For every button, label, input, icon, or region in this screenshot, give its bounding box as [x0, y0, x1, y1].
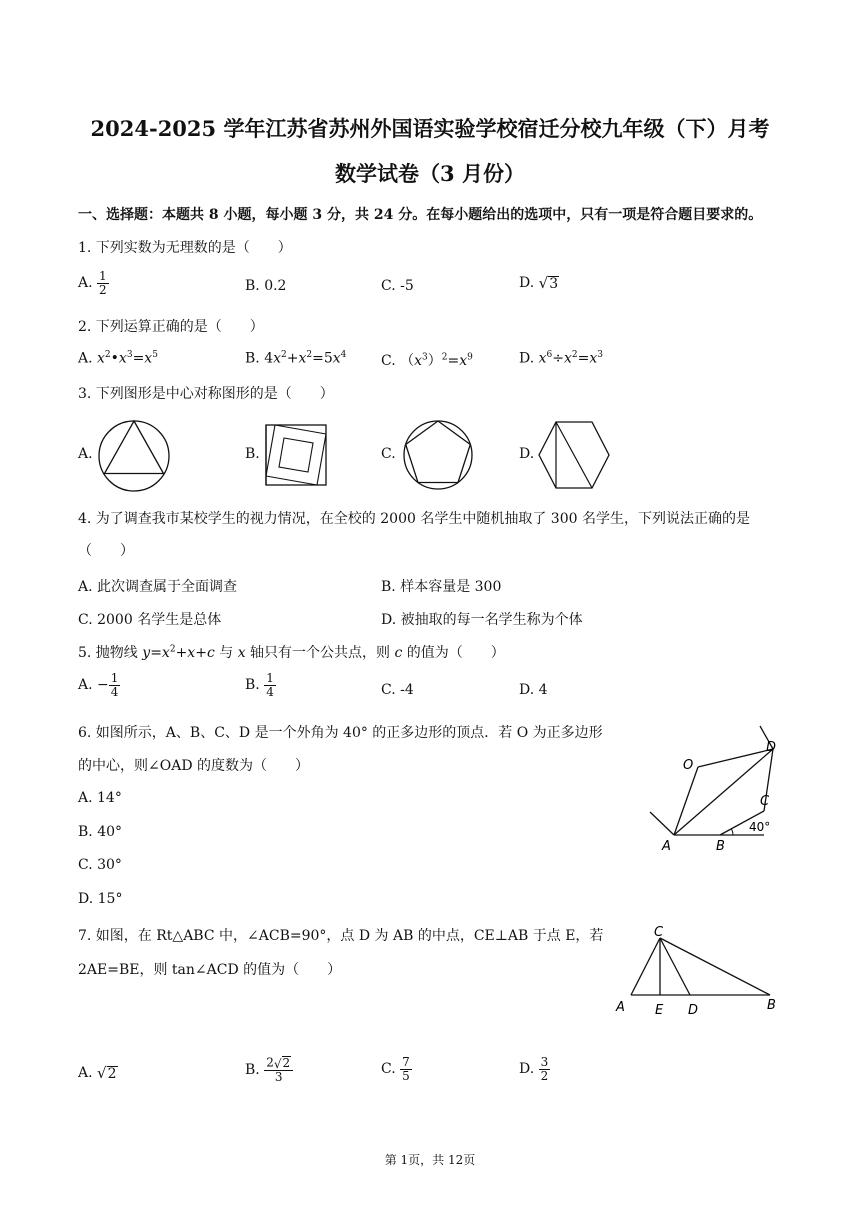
q6-label-a: A: [662, 839, 671, 854]
q5-option-b: B. $\frac{1}{4}$: [245, 671, 274, 699]
q3-c-label: C.: [381, 446, 396, 462]
title-line-2: 数学试卷（3 月份）: [335, 161, 525, 186]
q6-option-d: D. 15°: [78, 891, 123, 907]
q1-d-label: D.: [519, 275, 535, 291]
q5-option-a: A. − $\frac{1}{4}$: [78, 671, 119, 699]
q4-option-d: D. 被抽取的每一名学生称为个体: [381, 612, 583, 628]
q7-b-fraction: 2 √ 2 3: [264, 1056, 293, 1084]
question-4-stem-cont: （ ）: [78, 543, 134, 559]
q2-option-a: A. $x^2•x^3=x^5$: [78, 350, 158, 367]
q4-option-b: B. 样本容量是 300: [381, 579, 502, 595]
q7-c-fraction: $\frac{7}{5}$: [402, 1055, 410, 1083]
q7-label-d: D: [688, 1003, 699, 1018]
q5-option-d: D. 4: [519, 682, 548, 698]
q1-a-fraction: $\frac{1}{2}$: [99, 269, 107, 297]
q6-label-o: O: [683, 758, 694, 773]
q3-figure-c-circle-pentagon: [401, 418, 475, 492]
question-6-stem-cont: 的中心，则∠OAD 的度数为（ ）: [78, 758, 309, 774]
question-5-stem: 5. 抛物线 $y=x^2+x+c$ 与 x 轴只有一个公共点，则 c 的值为（ ）: [78, 644, 505, 661]
q6-option-b: B. 40°: [78, 824, 123, 840]
q1-option-d: [519, 274, 559, 292]
question-2-stem: 2. 下列运算正确的是（ ）: [78, 319, 264, 335]
q4-option-c: C. 2000 名学生是总体: [78, 612, 222, 628]
q5-b-fraction: $\frac{1}{4}$: [266, 671, 274, 699]
question-3-stem: 3. 下列图形是中心对称图形的是（ ）: [78, 386, 334, 402]
question-1-stem: 1. 下列实数为无理数的是（ ）: [78, 240, 292, 256]
q7-triangle-figure: [610, 922, 785, 1022]
section-heading: 一、选择题：本题共 8 小题，每小题 3 分，共 24 分。在每小题给出的选项中，只有一项是符合题目要求的。: [78, 207, 763, 223]
question-7-stem: 7. 如图，在 Rt△ABC 中，∠ACB=90°，点 D 为 AB 的中点，CE⊥AB 于点 E，若: [78, 928, 604, 944]
q6-option-c: C. 30°: [78, 857, 122, 873]
q7-label-c: C: [654, 925, 664, 940]
q7-option-c: C. $\frac{7}{5}$: [381, 1055, 410, 1083]
page-footer: 第 1页，共 12页: [384, 1153, 476, 1167]
q4-option-a: A. 此次调查属于全面调查: [78, 579, 238, 595]
question-7-stem-cont: 2AE=BE，则 tan∠ACD 的值为（ ）: [78, 962, 342, 978]
q7-d-fraction: $\frac{3}{2}$: [540, 1055, 549, 1083]
title-line-1: 2024-2025 学年江苏省苏州外国语实验学校宿迁分校九年级（下）月考: [90, 116, 770, 141]
q6-option-a: A. 14°: [78, 790, 122, 806]
q5-option-c: C. -4: [381, 682, 414, 698]
q7-option-b: B. 2 √ 2 3: [245, 1056, 293, 1084]
question-4-stem: 4. 为了调查我市某校学生的视力情况，在全校的 2000 名学生中随机抽取了 300 名学生，下列说法正确的是: [78, 511, 750, 527]
q6-label-b: B: [716, 839, 725, 854]
q7-option-a: A. √ 2: [78, 1064, 117, 1082]
q7-a-sqrt: √ 2: [97, 1064, 117, 1082]
q3-a-label: A.: [78, 446, 93, 462]
q7-option-d: D. $\frac{3}{2}$: [519, 1055, 549, 1083]
q3-figure-b-nested-squares: [262, 421, 330, 489]
q6-label-c: C: [760, 794, 770, 809]
q1-d-sqrt: √ 3: [538, 274, 559, 292]
q3-figure-a-circle-triangle: [96, 418, 172, 494]
q3-d-label: D.: [519, 446, 535, 462]
q1-a-label: A.: [78, 275, 93, 292]
q7-label-a: A: [616, 1000, 625, 1015]
q5-a-fraction: $\frac{1}{4}$: [110, 671, 119, 699]
question-6-stem: 6. 如图所示，A、B、C、D 是一个外角为 40° 的正多边形的顶点．若 O 为正多边形: [78, 725, 603, 741]
q1-option-a: [78, 270, 109, 296]
q6-angle-label: 40°: [749, 820, 771, 834]
q6-polygon-figure: [640, 722, 790, 854]
q3-figure-d-hexagon: [536, 419, 612, 491]
q7-label-e: E: [655, 1003, 664, 1018]
q6-label-d: D: [766, 740, 777, 755]
q2-option-c: C. $(x^3)^2=x^9$: [381, 352, 473, 369]
q2-option-b: B. $4x^2+x^2=5x^4$: [245, 350, 347, 367]
q1-option-b: B. 0.2: [245, 278, 287, 294]
q7-label-b: B: [767, 998, 776, 1013]
q3-b-label: B.: [245, 446, 260, 462]
q2-option-d: D. $x^6\div x^2=x^3$: [519, 350, 604, 367]
q1-option-c: C. -5: [381, 278, 414, 294]
